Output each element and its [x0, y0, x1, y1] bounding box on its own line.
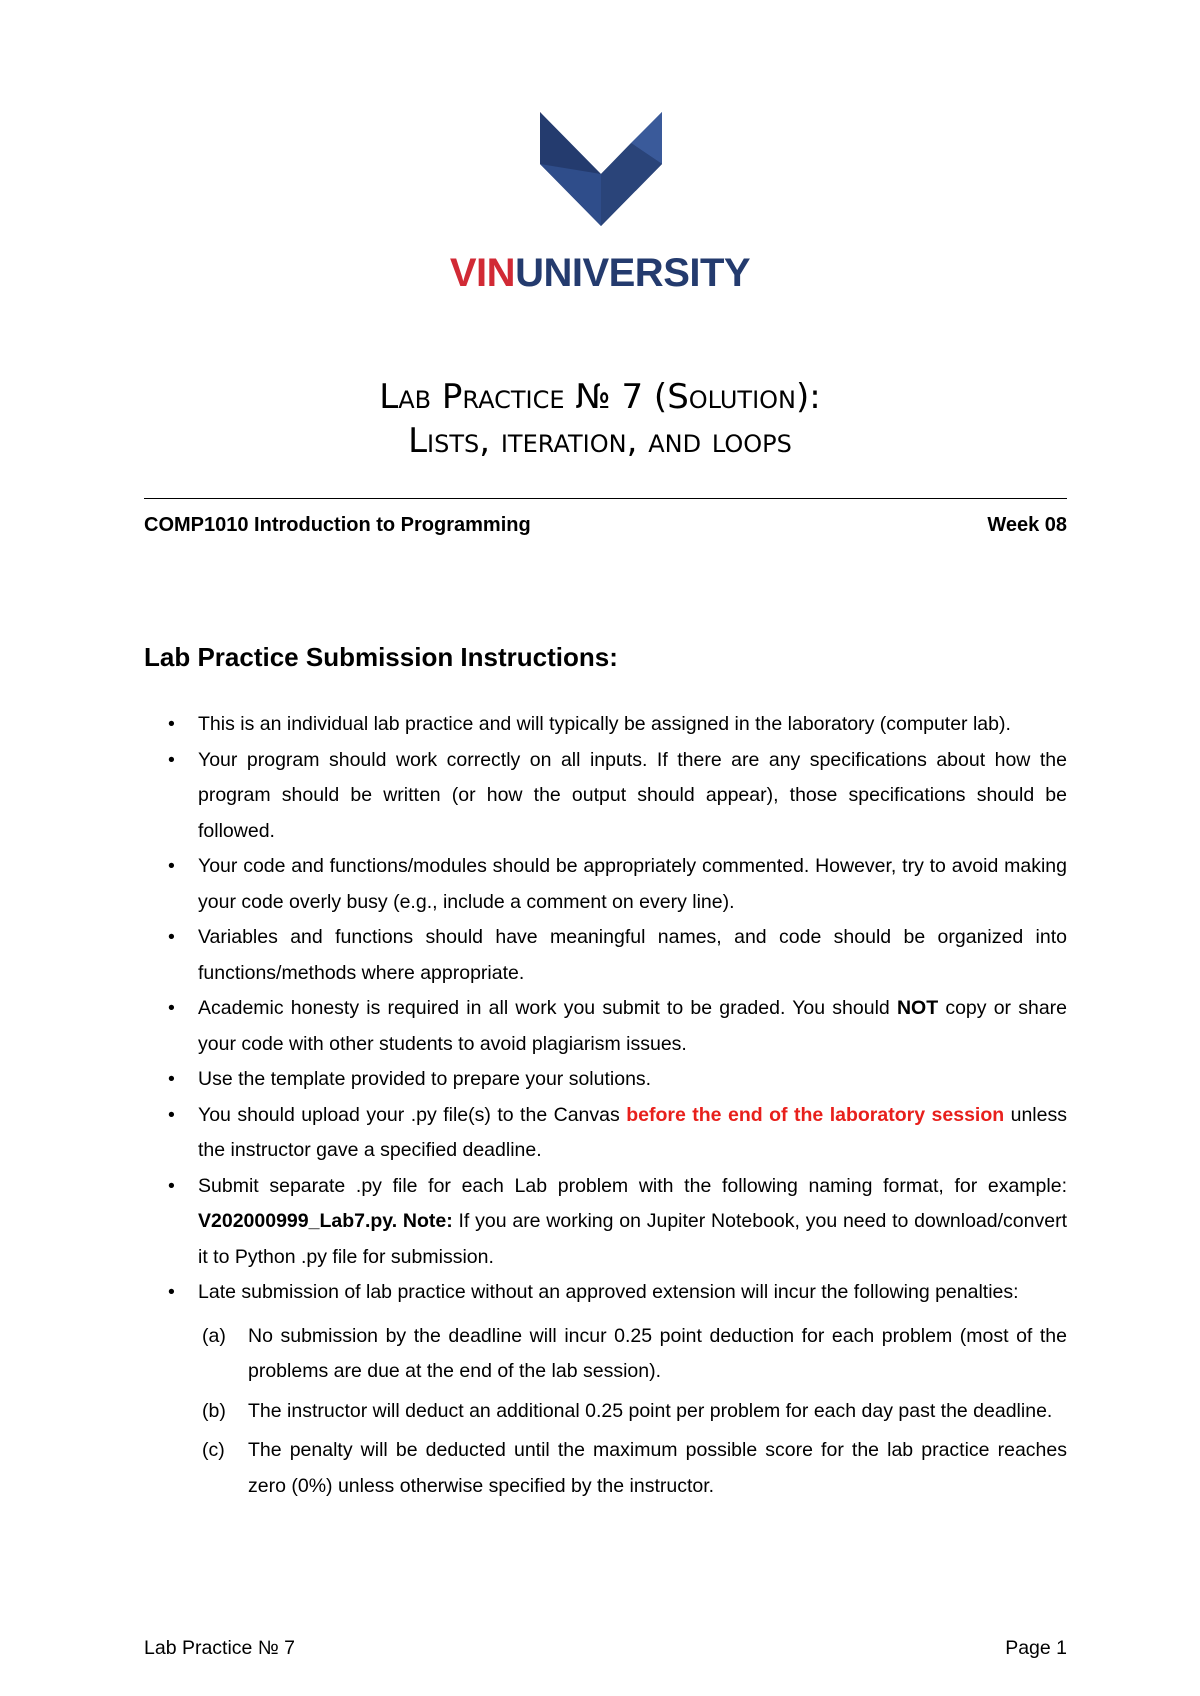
vinuniversity-logo-icon: [536, 112, 666, 232]
list-item: • Submit separate .py file for each Lab problem with the following naming format, for example: V202000999_Lab7.py. Note: If you are working on Jupiter Notebook, you need to download/convert it to Python .py file for submission.: [168, 1174, 1067, 1268]
list-item: • This is an individual lab practice and will typically be assigned in the laboratory (computer lab).: [168, 713, 1011, 735]
university-wordmark: [0, 248, 1200, 298]
deadline-emphasis: before the end of the laboratory session: [626, 1103, 1005, 1126]
penalty-item: (b) The instructor will deduct an additional 0.25 point per problem for each day past the deadline.: [202, 1399, 1053, 1422]
list-item: • Academic honesty is required in all work you submit to be graded. You should NOT copy or share your code with other students to avoid plagiarism issues.: [168, 997, 1068, 1055]
title-line-1: Lab Practice № 7 (Solution):: [379, 377, 821, 417]
wordmark-university: UNIVERSITY: [515, 251, 751, 295]
list-item: • You should upload your .py file(s) to the Canvas before the end of the laboratory session unless the instructor gave a specified deadline.: [168, 1103, 1067, 1161]
section-heading: Lab Practice Submission Instructions:: [144, 642, 618, 672]
instructions-list: [144, 707, 1067, 1508]
penalty-item: (c) The penalty will be deducted until the maximum possible score for the lab practice reaches zero (0%) unless otherwise specified by the instructor.: [202, 1439, 1067, 1497]
footer-page-number: Page 1: [1005, 1637, 1067, 1659]
list-item: • Late submission of lab practice without an approved extension will incur the following penalties: (a) No submission by the deadline will incur 0.25 point deduction for each problem (most of the problems are due at the end of the lab session). (b) The instructor will deduct an additional 0.25 point per problem for each day past the deadline. (c) The penalty will be deducted until the maximum possible score for the lab practice reaches zero (0%) unless otherwise specified by the instructor.: [144, 1275, 1067, 1504]
title-divider: [144, 498, 1067, 499]
penalties-list: [198, 1319, 1067, 1505]
list-item: • Variables and functions should have meaningful names, and code should be organized into functions/methods where appropriate.: [168, 926, 1067, 984]
title-line-2: Lists, iteration, and loops: [408, 421, 792, 461]
week-label: Week 08: [987, 514, 1067, 536]
filename-example: V202000999_Lab7.py.: [198, 1210, 398, 1232]
list-item: • Your code and functions/modules should be appropriately commented. However, try to avoid making your code overly busy (e.g., include a comment on every line).: [168, 855, 1067, 913]
course-name: COMP1010 Introduction to Programming: [144, 514, 531, 536]
footer-document-label: Lab Practice № 7: [144, 1637, 295, 1659]
wordmark-vin: VIN: [449, 251, 516, 295]
list-item: • Your program should work correctly on all inputs. If there are any specifications about how the program should be written (or how the output should appear), those specifications should be followed.: [168, 748, 1067, 842]
penalty-item: (a) No submission by the deadline will incur 0.25 point deduction for each problem (most of the problems are due at the end of the lab session).: [202, 1324, 1067, 1382]
document-title: [0, 375, 1200, 463]
list-item: • Use the template provided to prepare your solutions.: [168, 1068, 652, 1090]
